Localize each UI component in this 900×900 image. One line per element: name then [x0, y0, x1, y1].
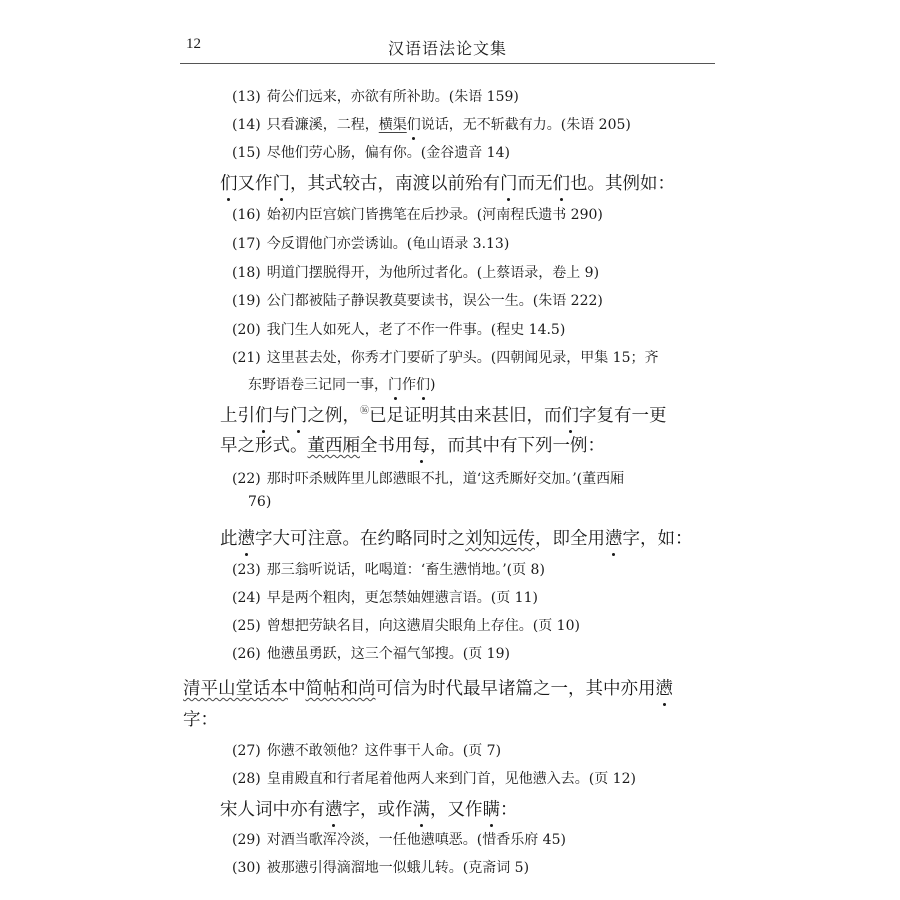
example-number: (24) [232, 590, 261, 606]
example-text: 被那懑引得滴溜地一似蛾儿转。(克斋词 5) [266, 860, 530, 876]
example-number: (23) [232, 562, 261, 578]
example-text: 这里甚去处，你秀才门要斫了驴头。(四朝闻见录，甲集 15；齐 [266, 350, 659, 366]
example-15 [232, 142, 510, 162]
header-rule [180, 63, 715, 64]
example-23 [232, 559, 545, 579]
example-27 [232, 740, 501, 760]
example-text: 东野语卷三记同一事， [248, 377, 388, 393]
example-text: 今反谓他门亦尝诱讪。(龟山语录 3.13) [266, 236, 510, 252]
example-13 [232, 86, 519, 106]
example-number: (22) [232, 471, 261, 487]
dotted-char: 满 [413, 796, 431, 821]
paragraph-4-line-2 [183, 706, 218, 731]
dotted-char: 每 [413, 432, 431, 457]
example-number: (13) [232, 89, 261, 105]
paragraph-2-line-2 [220, 432, 605, 457]
text-run: 上引 [220, 406, 255, 426]
example-18 [232, 262, 599, 282]
running-title: 汉语语法论文集 [387, 39, 507, 58]
example-number: (29) [232, 832, 261, 848]
text-run: 之例， [307, 406, 360, 426]
text-run: 全书用 [360, 436, 413, 456]
dotted-char: 懑 [325, 796, 343, 821]
example-text: 尽他们劳心肠，偏有你。(金谷遗音 14) [266, 145, 510, 161]
example-number: (26) [232, 646, 261, 662]
text-run: 又作 [237, 174, 273, 194]
example-28 [232, 768, 636, 788]
example-text: 皇甫殿直和行者尾着他两人来到门首，见他懑入去。(页 12) [266, 771, 636, 787]
text-run: 字，或作 [342, 800, 413, 820]
paragraph-4-line-1 [183, 675, 673, 700]
example-text: 他懑虽勇跃，这三个福气邹搜。(页 19) [266, 646, 510, 662]
example-text: 只看濂溪，二程， [266, 117, 379, 133]
paragraph-2-line-1 [220, 402, 667, 427]
example-21-continued [248, 374, 435, 394]
text-run: 字： [183, 710, 218, 730]
example-text: 荷公们远来，亦欲有所补助。(朱语 159) [266, 89, 519, 105]
example-text: 早是两个粗肉，更怎禁妯娌懑言语。(页 11) [266, 590, 538, 606]
example-text: 你懑不敢领他？这件事干人命。(页 7) [266, 743, 502, 759]
example-number: (20) [232, 322, 261, 338]
text-run: ，而其中有下列一例： [430, 436, 605, 456]
dotted-char: 们 [407, 114, 421, 134]
text-run: 早之形式。 [220, 436, 308, 456]
book-title: 清平山堂话本 [183, 679, 288, 699]
dotted-char: 们 [220, 170, 238, 195]
example-number: (19) [232, 293, 261, 309]
example-number: (28) [232, 771, 261, 787]
example-number: (14) [232, 117, 261, 133]
book-title: 刘知远传 [465, 529, 535, 549]
dotted-char: 懑 [238, 525, 256, 550]
text-run: 已足证明其由来甚旧，而 [369, 406, 562, 426]
book-title: 简帖和尚 [305, 679, 376, 699]
example-30 [232, 857, 529, 877]
example-number: (25) [232, 618, 261, 634]
example-25 [232, 615, 580, 635]
example-16 [232, 204, 603, 224]
paragraph-5 [220, 796, 518, 821]
text-run: 可信为时代最早诸篇之一，其中亦用 [375, 679, 656, 699]
text-run: 中 [288, 679, 306, 699]
example-26 [232, 643, 510, 663]
example-14 [232, 114, 631, 134]
example-text: 曾想把劳缺名目，向这懑眉尖眼角上存住。(页 10) [266, 618, 580, 634]
example-text: 76) [248, 494, 272, 510]
example-text: ) [430, 377, 436, 393]
example-number: (15) [232, 145, 261, 161]
paragraph-3 [220, 525, 693, 550]
example-number: (16) [232, 207, 261, 223]
example-21 [232, 347, 658, 367]
example-19 [232, 290, 603, 310]
text-run: ，又作 [430, 800, 483, 820]
dotted-char: 门 [388, 374, 402, 394]
example-text: 那三翁听说话，叱喝道：‘畜生懑悄地。’(页 8) [266, 562, 545, 578]
text-run: 字复有一更 [579, 406, 667, 426]
example-20 [232, 319, 565, 339]
example-22-continued [248, 494, 271, 510]
example-text: 明道门摆脱得开，为他所过者化。(上蔡语录，卷上 9) [266, 265, 600, 281]
example-number: (18) [232, 265, 261, 281]
dotted-char: 懑 [605, 525, 623, 550]
book-title: 董西厢 [307, 436, 360, 456]
footnote-marker: ⑯ [360, 406, 370, 416]
text-run: ，其式较古，南渡以前殆有 [290, 174, 500, 194]
paragraph-1 [220, 170, 675, 195]
underlined-name: 横渠 [378, 117, 407, 133]
dotted-char: 们 [255, 402, 273, 427]
example-text: 始初内臣宫嫔门皆携笔在后抄录。(河南程氏遗书 290) [266, 207, 603, 223]
example-17 [232, 233, 509, 253]
example-24 [232, 587, 538, 607]
dotted-char: 们 [562, 402, 580, 427]
dotted-char: 门 [500, 170, 518, 195]
example-number: (30) [232, 860, 261, 876]
text-run: 而无 [517, 174, 553, 194]
text-run: ： [500, 800, 518, 820]
page-number: 12 [186, 36, 201, 52]
example-22 [232, 468, 624, 488]
dotted-char: 们 [553, 170, 571, 195]
dotted-char: 门 [290, 402, 308, 427]
text-run: ，即全用 [535, 529, 605, 549]
example-number: (21) [232, 350, 261, 366]
example-number: (17) [232, 236, 261, 252]
example-number: (27) [232, 743, 261, 759]
text-run: 也。其例如： [570, 174, 675, 194]
dotted-char: 们 [416, 374, 430, 394]
text-run: 宋人词中亦有 [220, 800, 325, 820]
text-run: 字大可注意。在约略同时之 [255, 529, 465, 549]
text-run: 此 [220, 529, 238, 549]
dotted-char: 瞒 [483, 796, 501, 821]
example-text: 公门都被陆子静误教莫要读书，误公一生。(朱语 222) [266, 293, 603, 309]
page-header [180, 36, 715, 66]
example-text: 对酒当歌浑冷淡，一任他懑嗔恶。(惜香乐府 45) [266, 832, 566, 848]
text-run: 与 [272, 406, 290, 426]
example-text: 作 [402, 377, 416, 393]
example-text: 说话，无不斩截有力。(朱语 205) [420, 117, 631, 133]
dotted-char: 门 [273, 170, 291, 195]
text-run: 字，如： [622, 529, 693, 549]
example-29 [232, 829, 566, 849]
dotted-char: 懑 [656, 675, 674, 700]
example-text: 我门生人如死人，老了不作一件事。(程史 14.5) [266, 322, 566, 338]
example-text: 那时吓杀贼阵里儿郎懑眼不扎，道‘这秃厮好交加。’(董西厢 [266, 471, 625, 487]
